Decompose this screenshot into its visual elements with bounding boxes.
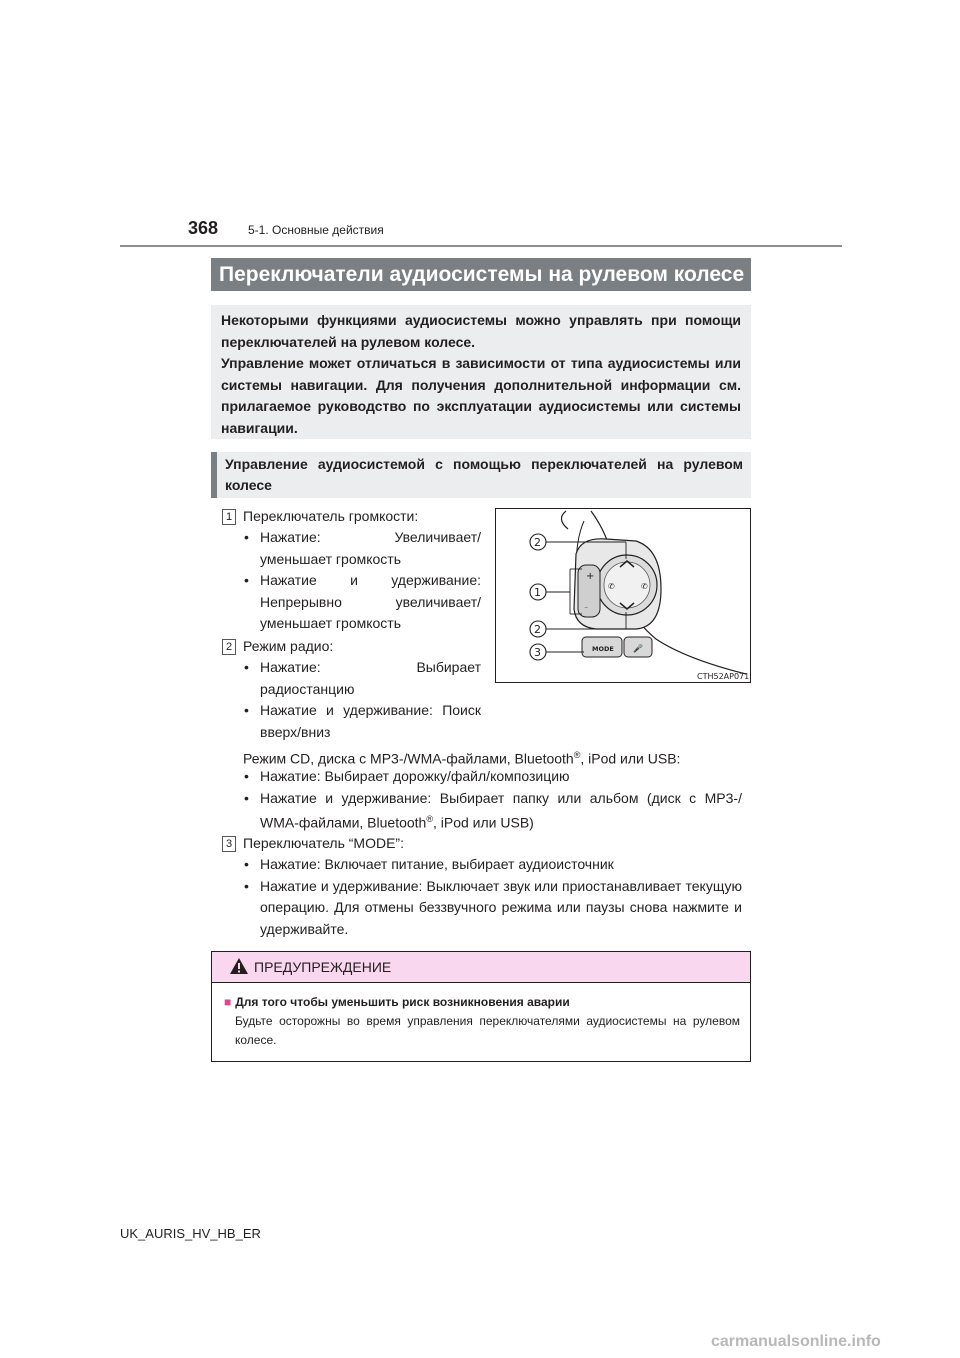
svg-text:🎤: 🎤 (633, 644, 643, 653)
svg-text:2: 2 (534, 623, 541, 636)
page-number: 368 (188, 218, 219, 238)
intro-box (211, 305, 751, 439)
section-label: 5-1. Основные действия (248, 223, 384, 237)
warning-header (212, 952, 750, 983)
intro-paragraph-1: Некоторыми функциями аудиосистемы можно управлять при помощи переключателей на рулевом колесе. (221, 312, 741, 350)
item-number-2: 2 (222, 639, 236, 655)
steering-wheel-diagram (496, 509, 750, 682)
list-item: • Нажатие: Выбирает дорожку/файл/композицию (244, 768, 570, 784)
item-number-3: 3 (222, 836, 236, 852)
warning-triangle-icon (229, 957, 249, 975)
list-item: • Нажатие: Включает питание, выбирает аудиоисточник (244, 856, 614, 872)
list-item: • Нажатие и удерживание: Поиск вверх/вниз (244, 702, 481, 740)
item-3-bullets (244, 854, 742, 940)
svg-text:+: + (586, 571, 595, 582)
warning-text: Будьте осторожны во время управления переключателями аудиосистемы на рулевом колесе. (235, 1014, 740, 1047)
mode-button-label: MODE (592, 645, 614, 653)
watermark: carmanualsonline.info (711, 1333, 881, 1350)
item-number-1: 1 (222, 509, 236, 525)
list-item: • Нажатие: Выбирает радиостанцию (244, 659, 481, 697)
subsection-header: Управление аудиосистемой с помощью переключателей на рулевом колесе (211, 452, 751, 498)
item-1-title: Переключатель громкости: (243, 508, 419, 524)
svg-text:1: 1 (534, 586, 541, 599)
svg-text:✆: ✆ (608, 582, 615, 591)
callout-1 (530, 584, 546, 600)
list-item: • Нажатие и удерживание: Выключает звук или приостанавливает текущую операцию. Для отмены беззвучного режима или паузы снова нажмите и удерживайте. (244, 877, 742, 937)
list-item: • Нажатие и удерживание: Непрерывно увеличивает/ уменьшает громкость (244, 572, 481, 631)
item-2-title: Режим радио: (243, 638, 334, 654)
item-1-bullets (244, 527, 481, 635)
svg-text:3: 3 (534, 646, 541, 659)
footer-code: UK_AURIS_HV_HB_ER (120, 1226, 261, 1241)
callout-2-bottom (530, 621, 546, 637)
callout-2-top (530, 534, 546, 550)
warning-title: ■ Для того чтобы уменьшить риск возникновения аварии (224, 995, 570, 1009)
intro-paragraph-2: Управление может отличаться в зависимости от типа аудиосистемы или системы навигации. Для получения дополнительной информации см. прилагаемое руководство по эксплуатации аудиосистемы или системы навигации. (221, 355, 741, 436)
callout-3 (530, 644, 546, 660)
warning-box (211, 951, 751, 1062)
item-3-title: Переключатель “MODE”: (243, 835, 404, 851)
page-title: Переключатели аудиосистемы на рулевом колесе (211, 258, 751, 291)
svg-text:✆: ✆ (641, 582, 648, 591)
cd-mode-line: Режим CD, диска с MP3-/WMA-файлами, Bluetooth®, iPod или USB: (243, 750, 681, 767)
list-item: • Нажатие: Увеличивает/ уменьшает громкость (244, 529, 481, 567)
steering-switch-illustration (495, 508, 751, 683)
item-2-cd-bullets (244, 766, 742, 834)
warning-label: ПРЕДУПРЕЖДЕНИЕ (254, 959, 392, 975)
figure-code: CTH52AP071 (697, 672, 750, 681)
list-item: • Нажатие и удерживание: Выбирает папку или альбом (диск с MP3-/ WMA-файлами, Bluetooth®, iPod или USB) (244, 789, 742, 831)
header-rule (120, 245, 842, 247)
svg-text:2: 2 (534, 536, 541, 549)
item-2-bullets (244, 657, 481, 743)
svg-text:⁻: ⁻ (584, 604, 589, 613)
